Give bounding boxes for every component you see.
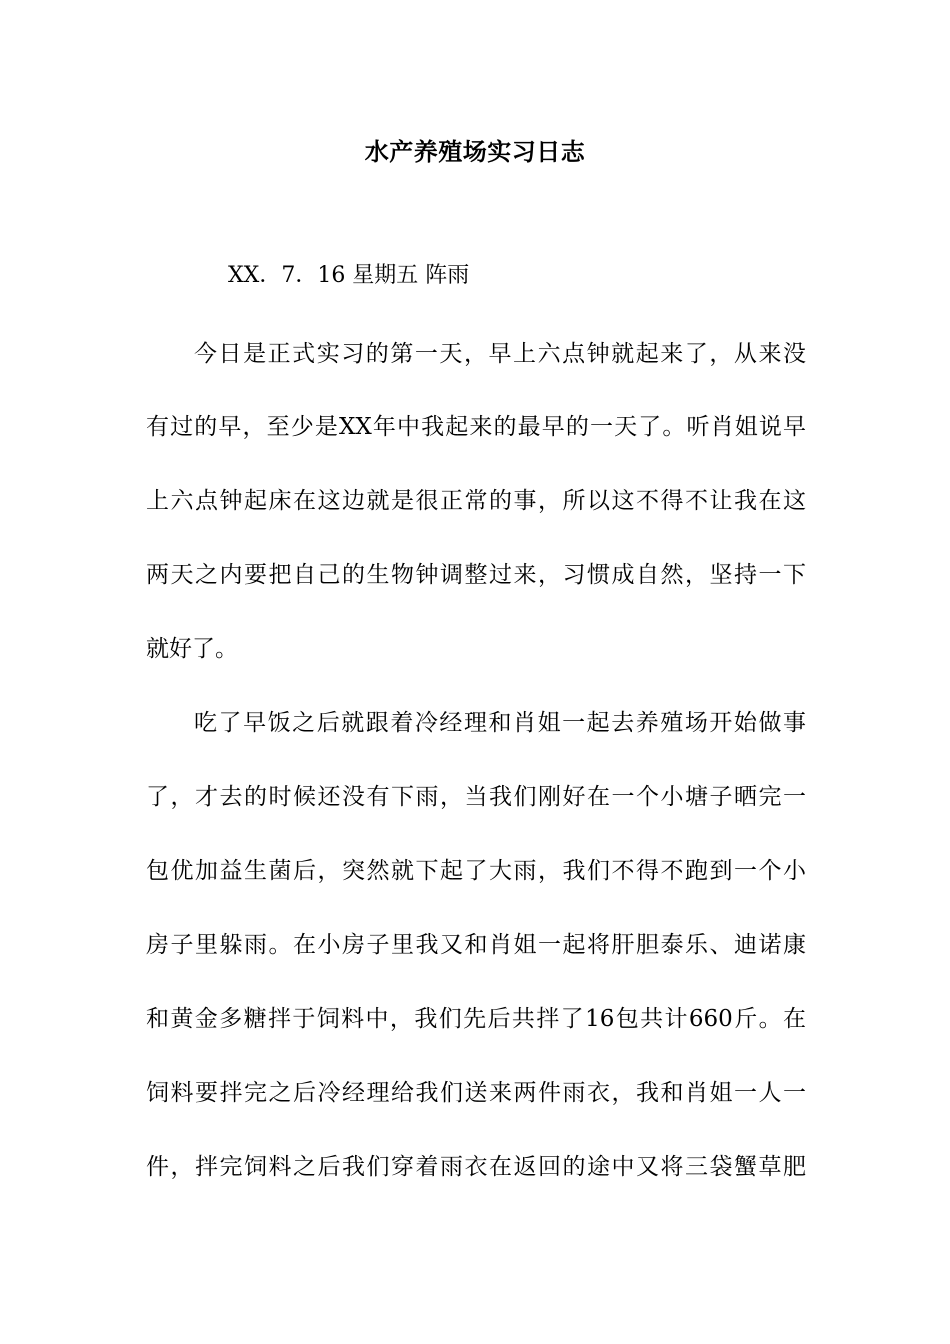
date-weather-line: XX．7．16 星期五 阵雨 xyxy=(228,263,470,288)
text-line: 上六点钟起床在这边就是很正常的事，所以这不得不让我在这 xyxy=(146,488,806,514)
document-title: 水产养殖场实习日志 xyxy=(364,138,586,166)
text-line: 房子里躲雨。在小房子里我又和肖姐一起将肝胆泰乐、迪诺康 xyxy=(146,932,806,958)
text-line: 了，才去的时候还没有下雨，当我们刚好在一个小塘子晒完一 xyxy=(146,784,806,810)
text-line: 和黄金多糖拌于饲料中，我们先后共拌了16包共计660斤。在 xyxy=(146,1006,806,1032)
text-line: 就好了。 xyxy=(146,636,238,662)
text-line: 今日是正式实习的第一天，早上六点钟就起来了，从来没 xyxy=(194,341,806,367)
text-line: 件，拌完饲料之后我们穿着雨衣在返回的途中又将三袋蟹草肥 xyxy=(146,1154,806,1180)
text-line: 吃了早饭之后就跟着冷经理和肖姐一起去养殖场开始做事 xyxy=(194,710,806,736)
text-line: 两天之内要把自己的生物钟调整过来，习惯成自然，坚持一下 xyxy=(146,562,806,588)
text-line: 饲料要拌完之后冷经理给我们送来两件雨衣，我和肖姐一人一 xyxy=(146,1080,806,1106)
text-line: 包优加益生菌后，突然就下起了大雨，我们不得不跑到一个小 xyxy=(146,858,806,884)
text-line: 有过的早，至少是XX年中我起来的最早的一天了。听肖姐说早 xyxy=(146,414,806,440)
